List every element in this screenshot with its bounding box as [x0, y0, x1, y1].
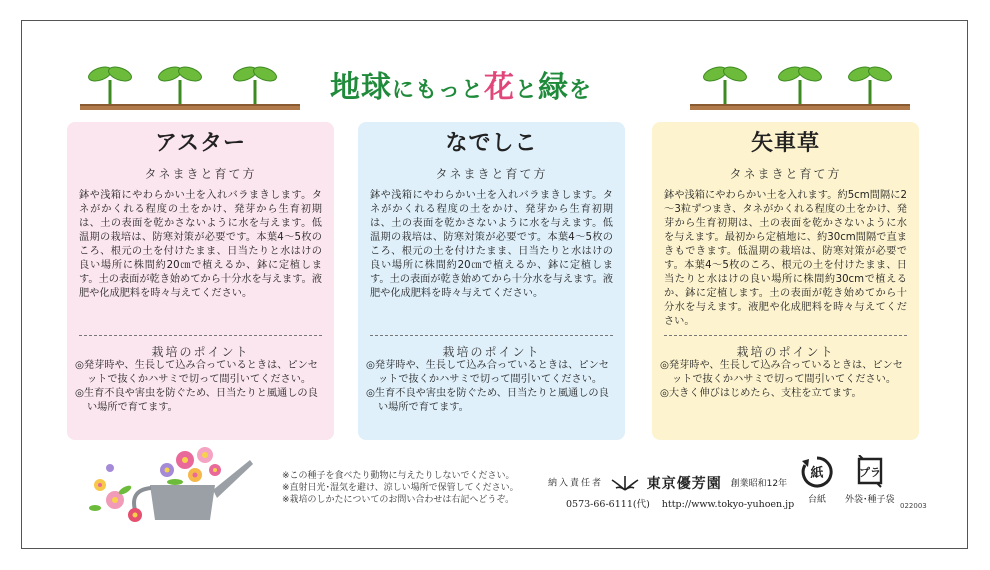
card-yagurumagiku — [652, 122, 919, 440]
card-title: アスター — [154, 131, 247, 156]
point-item: ◎発芽時や、生長して込み合っているときは、ピンセットで抜くかハサミで切って間引いてください。 — [75, 360, 318, 385]
established: 創業昭和12年 — [730, 478, 788, 489]
plastic-mark-text: プラ — [858, 466, 881, 479]
maker-role: 納入責任者 — [548, 478, 604, 489]
sprouts-left-illustration — [80, 60, 300, 116]
company-name: 東京優芳園 — [646, 476, 722, 492]
plastic-recycle-mark — [845, 455, 895, 505]
divider — [664, 335, 907, 336]
points-list — [660, 359, 911, 401]
points-list — [75, 359, 326, 415]
card-body: 鉢や浅箱にやわらかい土を入れバラまきします。タネがかくれる程度の土をかけ、発芽から生育初期は、土の表面を乾かさないように水を与えます。低温期の栽培は、防寒対策が必要です。本葉4～5枚のころ、根元の土を付けたまま、日当たりと水はけの良い場所に株間約20㎝で植えるか、鉢に定植します。土の表面が乾き始めてから十分水を与えます。液肥や化成肥料を時々与えてください。 — [79, 190, 322, 299]
note-line: ※直射日光･湿気を避け、涼しい場所で保管してください。 — [282, 483, 519, 493]
watering-can-flowers-illustration — [85, 430, 255, 525]
phone-number: 0573-66-6111(代) — [566, 499, 650, 510]
point-item: ◎生育不良や害虫を防ぐため、日当たりと風通しの良い場所で育てます。 — [75, 388, 318, 413]
website-link[interactable]: http://www.tokyo-yuhoen.jp — [661, 499, 795, 510]
points-list — [366, 359, 617, 415]
caution-notes — [282, 470, 519, 506]
company-logo-icon — [610, 474, 640, 492]
card-nadeshiko — [358, 122, 625, 440]
paper-recycle-icon — [800, 455, 834, 489]
point-item: ◎大きく伸びはじめたら、支柱を立てます。 — [660, 388, 862, 399]
note-line: ※この種子を食べたり動物に与えたりしないでください。 — [282, 471, 515, 481]
paper-mark-text: 紙 — [810, 466, 824, 481]
note-line: ※栽培のしかたについてのお問い合わせは右記へどうぞ。 — [282, 495, 515, 505]
sprouts-right-illustration — [690, 60, 910, 116]
card-body: 鉢や浅箱にやわらかい土を入れバラまきします。タネがかくれる程度の土をかけ、発芽から生育初期は、土の表面を乾かさないように水を与えます。低温期の栽培は、防寒対策が必要です。本葉4～5枚のころ、根元の土を付けたまま、日当たりと水はけの良い場所に株間約20㎝で植えるか、鉢に定植します。土の表面が乾き始めてから十分水を与えます。液肥や化成肥料を時々与えてください。 — [370, 190, 613, 299]
card-subtitle: タネまきと育て方 — [144, 167, 257, 181]
card-title: 矢車草 — [750, 131, 820, 156]
main-title: 地球にもっと花と緑を — [330, 70, 593, 105]
points-title: 栽培のポイント — [736, 345, 835, 359]
plastic-label: 外袋･種子袋 — [845, 495, 895, 505]
card-subtitle: タネまきと育て方 — [435, 167, 548, 181]
points-title: 栽培のポイント — [151, 345, 250, 359]
divider — [370, 335, 613, 336]
card-body: 鉢や浅箱にやわらかい土を入れます。約5cm間隔に2～3粒ずつまき、タネがかくれる程度の土をかけ、発芽から生育初期は、土の表面を乾かさないように水を与えます。最初から定植地に、約30cm間隔で直まきもできます。低温期の栽培は、防寒対策が必要です。本葉4～5枚のころ、根元の土を付けたまま、日当たりと水はけの良い場所に株間約30cmで植えるか、鉢に定植します。土の表面が乾き始めてから十分水を与えます。液肥や化成肥料を時々与えてください。 — [664, 190, 907, 327]
card-subtitle: タネまきと育て方 — [729, 167, 842, 181]
paper-label: 台紙 — [807, 495, 826, 505]
point-item: ◎発芽時や、生長して込み合っているときは、ピンセットで抜くかハサミで切って間引いてください。 — [660, 360, 903, 385]
contact-info — [566, 496, 794, 510]
point-item: ◎生育不良や害虫を防ぐため、日当たりと風通しの良い場所で育てます。 — [366, 388, 609, 413]
maker-info — [548, 473, 787, 493]
points-title: 栽培のポイント — [442, 345, 541, 359]
plastic-recycle-icon — [851, 455, 889, 489]
card-aster — [67, 122, 334, 440]
point-item: ◎発芽時や、生長して込み合っているときは、ピンセットで抜くかハサミで切って間引いてください。 — [366, 360, 609, 385]
divider — [79, 335, 322, 336]
paper-recycle-mark — [800, 455, 834, 505]
product-code: 022003 — [900, 502, 927, 510]
card-title: なでしこ — [445, 131, 538, 156]
